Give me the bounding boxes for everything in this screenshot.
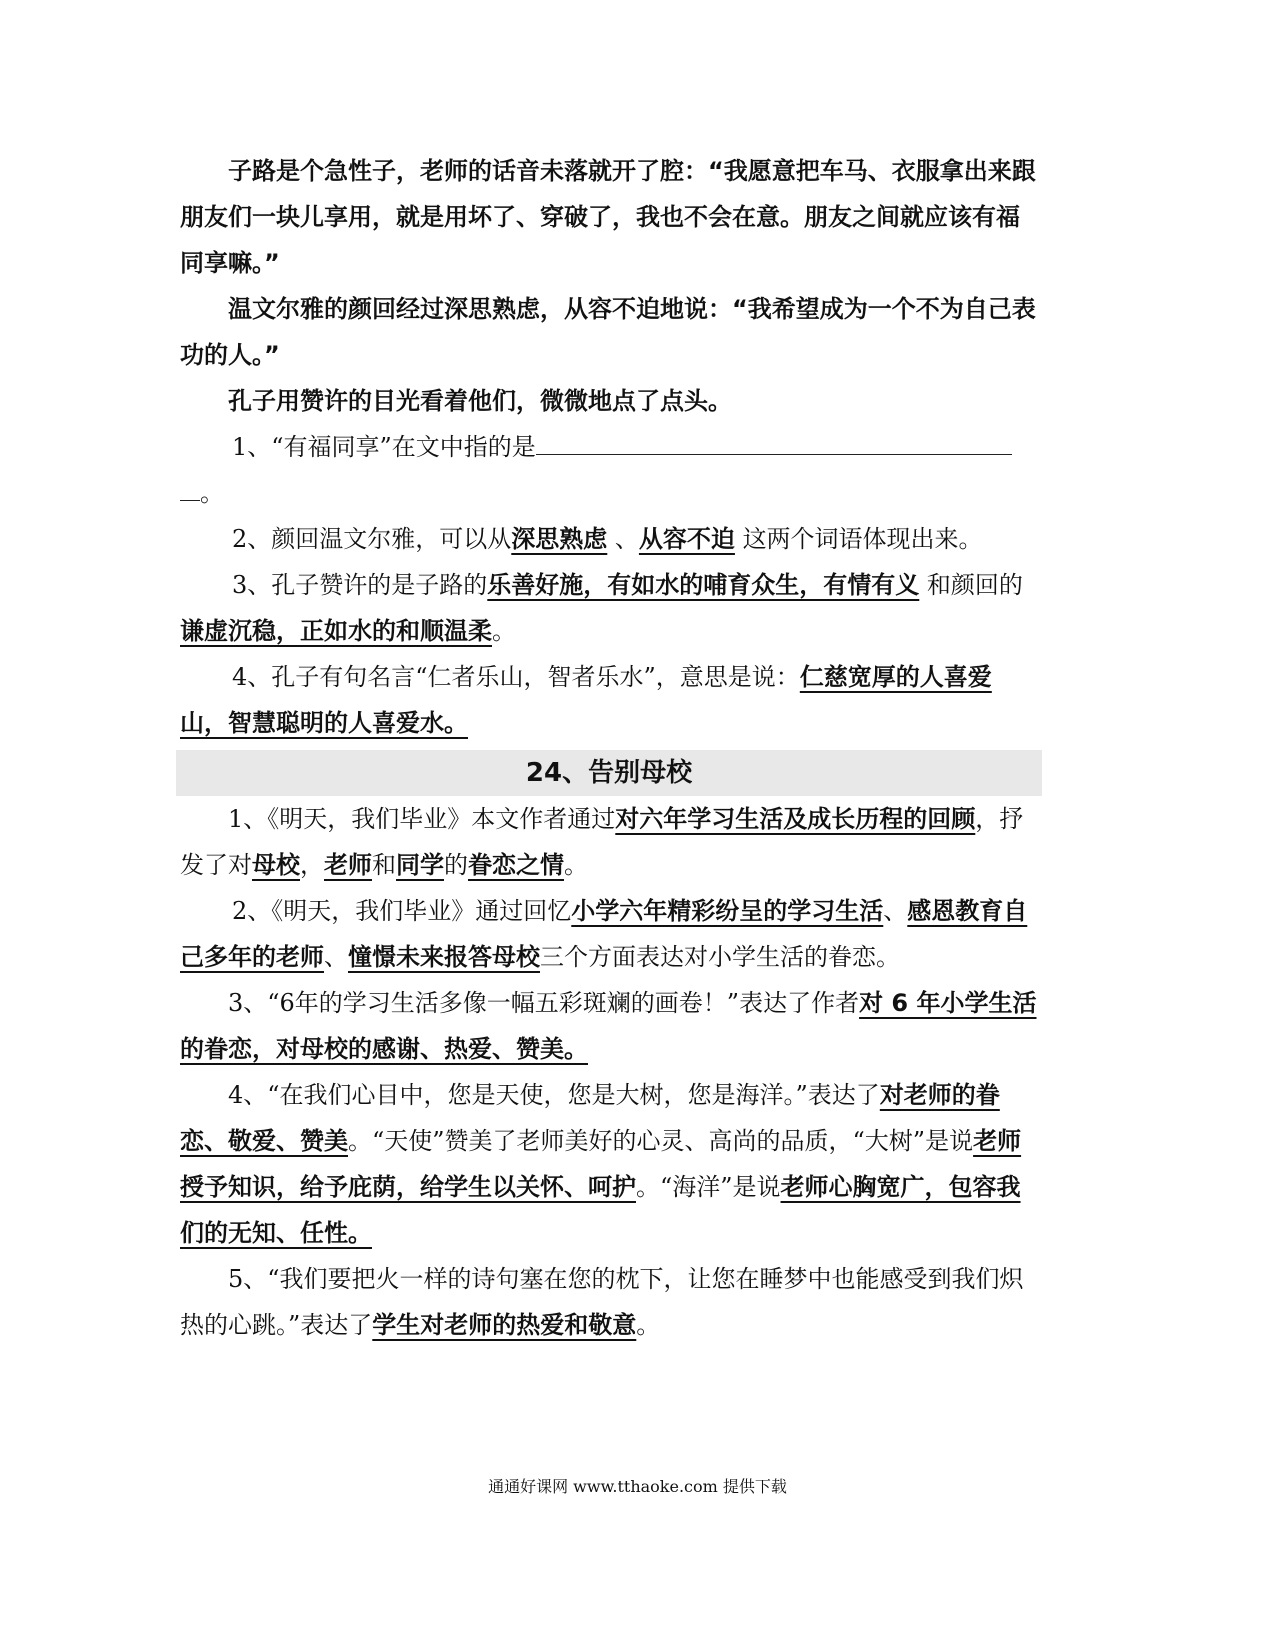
item-3-answer: 对 6 年小学生活的眷恋，对母校的感谢、热爱、赞美。 — [180, 989, 1037, 1063]
question-3-text: 3、孔子赞许的是子路的 — [232, 571, 488, 599]
item-4 — [180, 1072, 1038, 1256]
item-2-answer-3: 憧憬未来报答母校 — [348, 943, 540, 971]
document-page — [180, 148, 1038, 1348]
question-3 — [180, 562, 1038, 654]
item-1-answer-5: 眷恋之情 — [468, 851, 564, 879]
item-3-text: 3、“6年的学习生活多像一幅五彩斑斓的画卷！”表达了作者 — [228, 989, 860, 1017]
answer-blank-tail — [180, 476, 200, 501]
question-1-end — [180, 470, 1038, 516]
item-1-mid: ，抒发了对 — [180, 805, 1024, 879]
item-2-answer-2: 感恩教育自己多年的老师 — [180, 897, 1028, 971]
question-3-mid: 和颜回的 — [926, 571, 1023, 599]
item-2 — [180, 888, 1038, 980]
item-5-answer: 学生对老师的热爱和敬意 — [372, 1311, 637, 1339]
question-2-answer-2: 从容不迫 — [638, 525, 735, 553]
question-4-text: 4、孔子有句名言“仁者乐山，智者乐水”，意思是说： — [232, 663, 800, 691]
item-1-answer-3: 老师 — [324, 851, 372, 879]
item-1-de: 的 — [444, 851, 468, 879]
question-1-text: 1、“有福同享”在文中指的是 — [232, 433, 536, 461]
item-5-end: 。 — [636, 1311, 661, 1339]
item-1-comma: ， — [300, 851, 324, 879]
item-2-sep-1: 、 — [883, 897, 908, 925]
question-1-end-mark: 。 — [200, 479, 224, 507]
item-1-and: 和 — [372, 851, 396, 879]
question-3-end: 。 — [492, 617, 516, 645]
question-4 — [180, 654, 1038, 746]
question-3-answer-2: 谦虚沉稳，正如水的和顺温柔 — [180, 617, 492, 645]
item-3 — [180, 980, 1038, 1072]
item-1-answer-4: 同学 — [396, 851, 444, 879]
item-4-answer-3: 老师心胸宽广，包容我们的无知、任性。 — [180, 1173, 1021, 1247]
item-1 — [180, 796, 1038, 888]
item-2-text: 2、《明天，我们毕业》通过回忆 — [232, 897, 572, 925]
item-2-tail: 三个方面表达对小学生活的眷恋。 — [540, 943, 900, 971]
item-1-text: 1、《明天，我们毕业》本文作者通过 — [228, 805, 616, 833]
story-paragraph-1: 子路是个急性子，老师的话音未落就开了腔：“我愿意把车马、衣服拿出来跟朋友们一块儿享用，就是用坏了、穿破了，我也不会在意。朋友之间就应该有福同享嘛。” — [180, 157, 1036, 277]
answer-blank — [536, 428, 1012, 455]
item-2-answer-1: 小学六年精彩纷呈的学习生活 — [571, 897, 884, 925]
question-4-answer: 仁慈宽厚的人喜爱山，智慧聪明的人喜爱水。 — [180, 663, 992, 737]
item-1-answer-1: 对六年学习生活及成长历程的回顾 — [615, 805, 976, 833]
question-2-tail: 这两个词语体现出来。 — [742, 525, 983, 553]
item-4-answer-1: 对老师的眷恋、敬爱、赞美 — [180, 1081, 1000, 1155]
item-5-text: 5、“我们要把火一样的诗句塞在您的枕下，让您在睡梦中也能感受到我们炽热的心跳。”表达了 — [180, 1265, 1024, 1339]
page-footer: 通通好课网 www.tthaoke.com 提供下载 — [488, 1477, 787, 1496]
item-1-answer-2: 母校 — [252, 851, 300, 879]
item-4-mid-1: 。“天使”赞美了老师美好的心灵、高尚的品质，“大树”是说 — [348, 1127, 974, 1155]
item-2-sep-2: 、 — [324, 943, 348, 971]
question-2-answer-1: 深思熟虑 — [511, 525, 608, 553]
story-paragraph-2: 温文尔雅的颜回经过深思熟虑，从容不迫地说：“我希望成为一个不为自己表功的人。” — [180, 295, 1036, 369]
item-1-end: 。 — [564, 851, 588, 879]
question-2 — [180, 516, 1038, 562]
question-1 — [180, 424, 1038, 470]
item-4-mid-2: 。“海洋”是说 — [636, 1173, 781, 1201]
question-2-sep: 、 — [614, 525, 639, 553]
question-2-text: 2、颜回温文尔雅，可以从 — [232, 525, 512, 553]
item-5 — [180, 1256, 1038, 1348]
item-4-answer-2: 老师授予知识，给予庇荫，给学生以关怀、呵护 — [180, 1127, 1022, 1201]
story-paragraph-3: 孔子用赞许的目光看着他们，微微地点了点头。 — [228, 387, 732, 415]
question-3-answer-1: 乐善好施，有如水的哺育众生，有情有义 — [487, 571, 920, 599]
item-4-text: 4、“在我们心目中，您是天使，您是大树，您是海洋。”表达了 — [228, 1081, 880, 1109]
section-heading: 24、告别母校 — [176, 750, 1042, 796]
